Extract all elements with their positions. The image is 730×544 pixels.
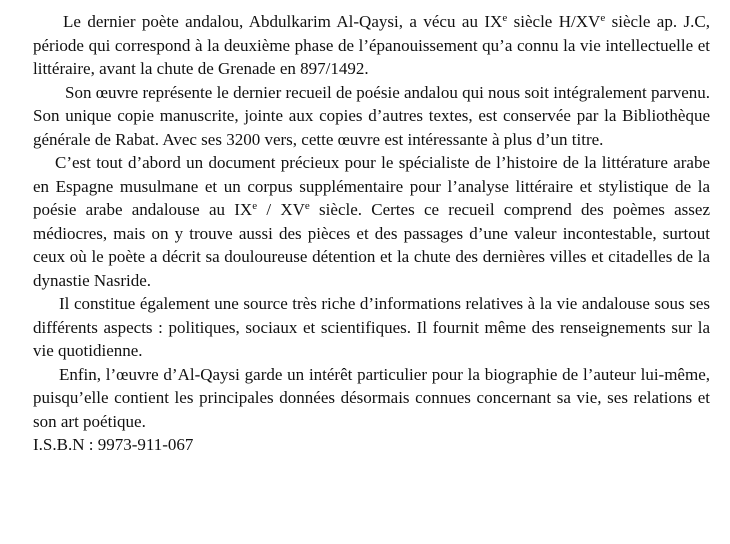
p3-text-c: siècle. Certes ce recueil comprend des poèmes assez médiocres, mais on y trouve aussi des pièces et des passages d’une valeur incontestable, surtout ceux où le poète a décrit sa douloureuse détention et la chute des dernières villes et citadelles de la dynastie Nasride.: [33, 200, 710, 290]
paragraph-manuscript: Son œuvre représente le dernier recueil de poésie andalou qui nous soit intégralement parvenu. Son unique copie manuscrite, jointe aux copies d’autres textes, est conservée par la Bibliothèque générale de Rabat. Avec ses 3200 vers, cette œuvre est intéressante à plus d’un titre.: [33, 82, 710, 149]
p1-superscript-1: e: [502, 12, 508, 24]
isbn-line: I.S.B.N : 9973-911-067: [33, 435, 194, 454]
p3-text-b: / XV: [257, 200, 305, 219]
p1-text-a: Le dernier poète andalou, Abdulkarim Al-Qaysi, a vécu au IX: [63, 12, 503, 31]
p1-text-b: siècle H/XV: [507, 12, 601, 31]
paragraph-document-value: [33, 151, 710, 292]
p1-superscript-2: e: [600, 12, 606, 24]
paragraph-information-source: Il constitue également une source très riche d’informations relatives à la vie andalouse sous ses différents aspects : politiques, sociaux et scientifiques. Il fournit même des renseignements sur la vie quotidienne.: [33, 294, 710, 360]
p1-text-c: siècle ap. J.C, période qui correspond à la deuxième phase de l’épanouissement qu’a connu la vie intellectuelle et littéraire, avant la chute de Grenade en 897/1492.: [33, 12, 710, 78]
p3-superscript-2: e: [304, 200, 310, 212]
paragraph-biography: Enfin, l’œuvre d’Al-Qaysi garde un intérêt particulier pour la biographie de l’auteur lui-même, puisqu’elle contient les principales données désormais connues concernant sa vie, ses relations et son art poétique.: [33, 364, 710, 431]
p3-text-a: C’est tout d’abord un document précieux pour le spécialiste de l’histoire de la littérature arabe en Espagne musulmane et un corpus supplémentaire pour l’analyse littéraire et stylistique de la poésie arabe andalouse au IX: [33, 153, 710, 219]
paragraph-intro: [33, 10, 710, 81]
p3-superscript-1: e: [252, 200, 258, 212]
